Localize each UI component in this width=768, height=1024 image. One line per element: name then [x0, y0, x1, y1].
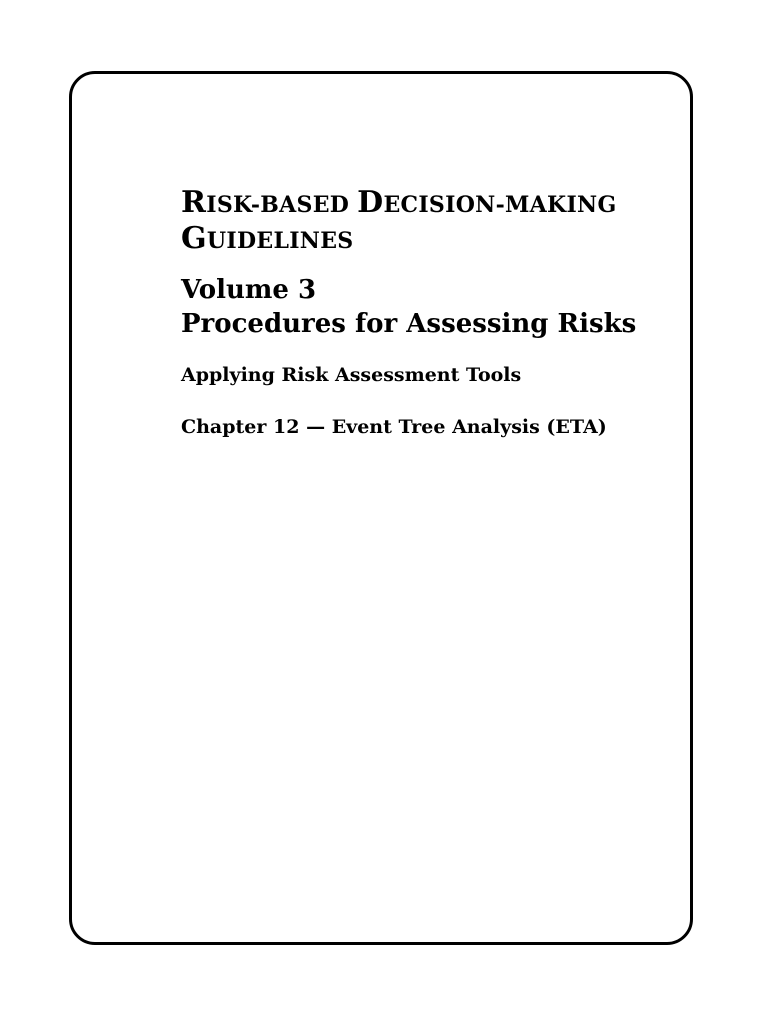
title-word-guidelines: UIDELINES [206, 228, 354, 254]
title-line-1 [181, 185, 617, 220]
title-word-decision-making: ECISION-MAKING [383, 192, 617, 218]
title-initial-g: G [181, 221, 207, 256]
section-subtitle: Applying Risk Assessment Tools [181, 364, 522, 386]
title-initial-d: D [357, 185, 384, 220]
title-initial-r: R [181, 185, 207, 220]
chapter-title: Chapter 12 — Event Tree Analysis (ETA) [181, 416, 607, 438]
document-title [181, 186, 681, 258]
title-word-risk-based: ISK-BASED [206, 192, 358, 218]
title-line-2 [181, 221, 354, 256]
volume-title: Procedures for Assessing Risks [181, 309, 637, 339]
cover-content [181, 186, 681, 440]
volume-number: Volume 3 [181, 275, 317, 305]
volume-heading [181, 273, 681, 341]
